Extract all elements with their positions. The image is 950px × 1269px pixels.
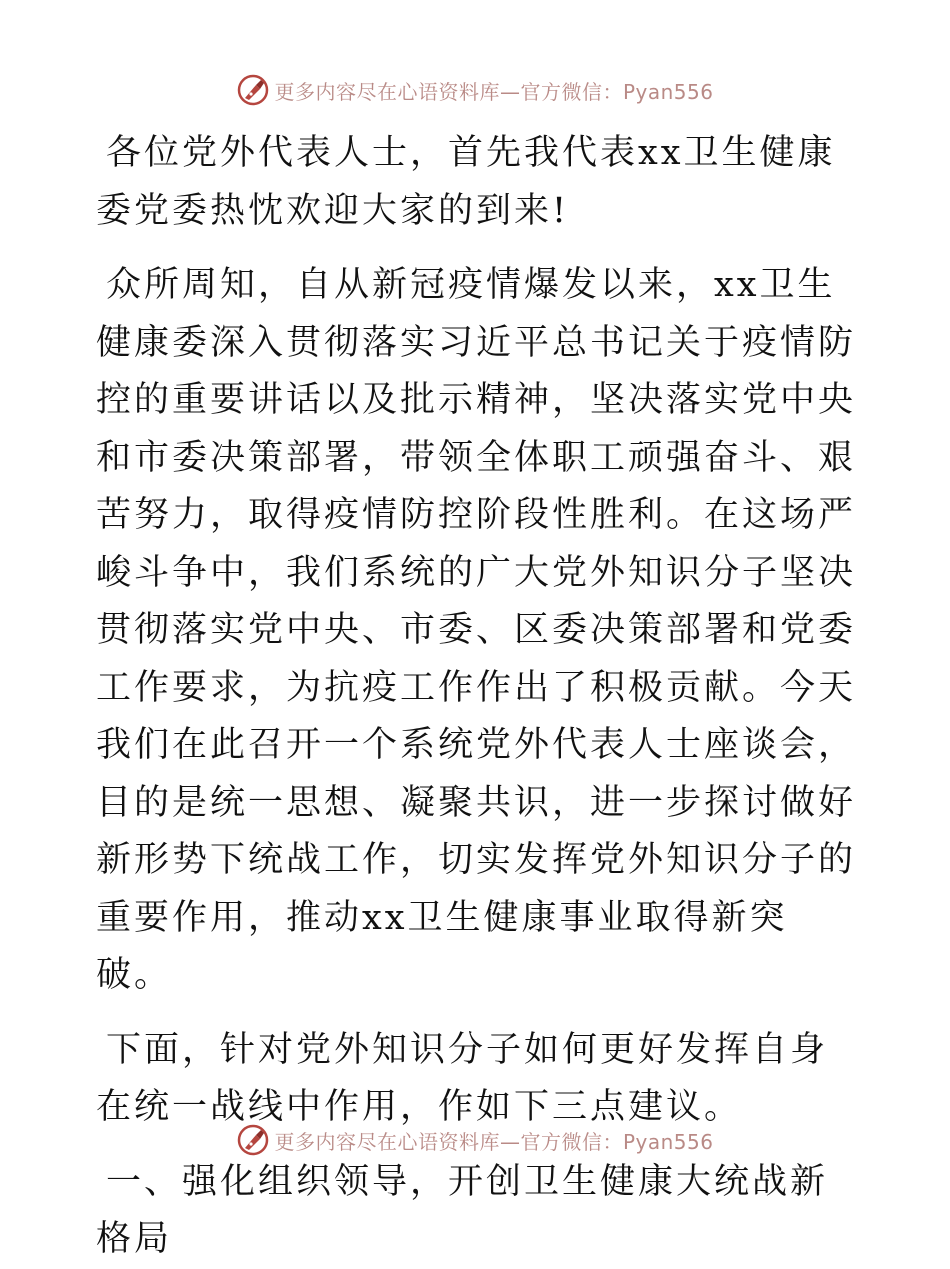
pen-nib-circle-icon [236,73,270,107]
section-heading-1: 一、强化组织领导，开创卫生健康大统战新格局 [96,1161,829,1259]
watermark-header [0,70,950,110]
watermark-footer [0,1120,950,1160]
pen-nib-circle-icon [236,1123,270,1157]
paragraph-greeting: 各位党外代表人士，首先我代表xx卫生健康委党委热忱欢迎大家的到来! [96,133,836,231]
watermark-text: 更多内容尽在心语资料库—官方微信：Pyan556 [274,1129,714,1154]
paragraph-background: 众所周知，自从新冠疫情爆发以来，xx卫生健康委深入贯彻落实习近平总书记关于疫情防控的重要讲话以及批示精神，坚决落实党中央和市委决策部署，带领全体职工顽强奋斗、艰苦努力，取得疫情防控阶段性胜利。在这场严峻斗争中，我们系统的广大党外知识分子坚决贯彻落实党中央、市委、区委决策部署和党委工作要求，为抗疫工作作出了积极贡献。今天我们在此召开一个系统党外代表人士座谈会，目的是统一思想、凝聚共识，进一步探讨做好新形势下统战工作，切实发挥党外知识分子的重要作用，推动xx卫生健康事业取得新突破。 [96,265,857,995]
watermark-text: 更多内容尽在心语资料库—官方微信：Pyan556 [274,79,714,104]
paragraph-intro-suggestions: 下面，针对党外知识分子如何更好发挥自身在统一战线中作用，作如下三点建议。 [96,1029,829,1127]
document-body [96,125,856,1269]
